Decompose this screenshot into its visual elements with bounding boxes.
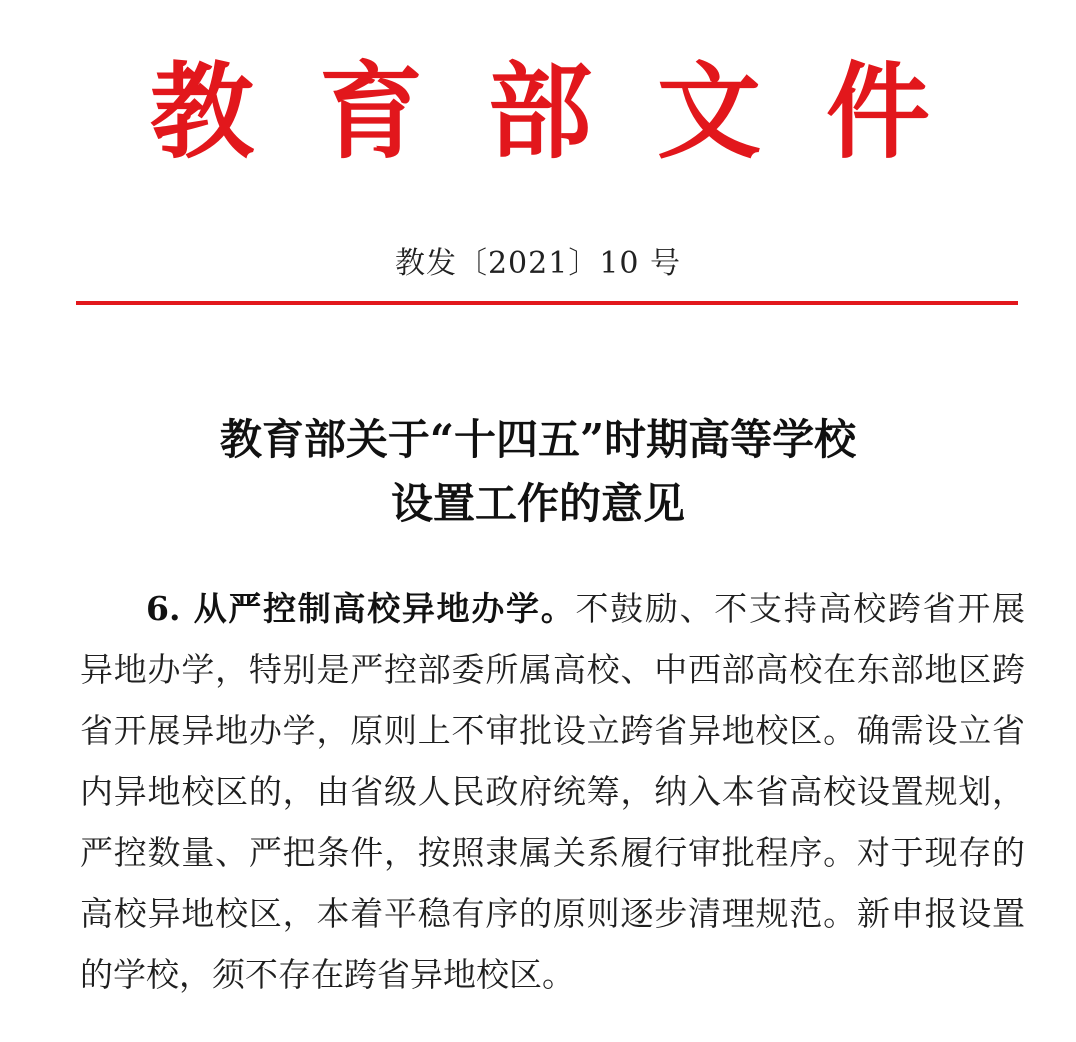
body-line bbox=[80, 578, 1025, 639]
body-line: 严控数量、严把条件，按照隶属关系履行审批程序。对于现存的 bbox=[80, 833, 1025, 872]
red-divider-line bbox=[76, 301, 1018, 305]
body-line: 内异地校区的，由省级人民政府统筹，纳入本省高校设置规划， bbox=[80, 772, 1025, 811]
section-lead: 6. 从严控制高校异地办学。 bbox=[146, 589, 576, 628]
header-char: 部 bbox=[487, 51, 592, 173]
document-title-line-2: 设置工作的意见 bbox=[390, 479, 685, 528]
document-header-title bbox=[150, 52, 930, 172]
document-title-line-1: 教育部关于“十四五”时期高等学校 bbox=[219, 415, 857, 464]
body-line: 异地办学，特别是严控部委所属高校、中西部高校在东部地区跨 bbox=[80, 650, 1025, 689]
body-line: 高校异地校区，本着平稳有序的原则逐步清理规范。新申报设置 bbox=[80, 894, 1025, 933]
body-line: 的学校，须不存在跨省异地校区。 bbox=[80, 955, 575, 994]
body-line-text: 不鼓励、不支持高校跨省开展 bbox=[575, 589, 1025, 628]
document-title bbox=[0, 408, 1076, 536]
document-body bbox=[80, 578, 1025, 1005]
header-char: 文 bbox=[656, 51, 761, 173]
header-char: 教 bbox=[150, 51, 255, 173]
header-char: 件 bbox=[825, 51, 930, 173]
header-char: 育 bbox=[318, 51, 423, 173]
document-number: 教发〔2021〕10 号 bbox=[394, 246, 682, 281]
body-line: 省开展异地办学，原则上不审批设立跨省异地校区。确需设立省 bbox=[80, 711, 1025, 750]
